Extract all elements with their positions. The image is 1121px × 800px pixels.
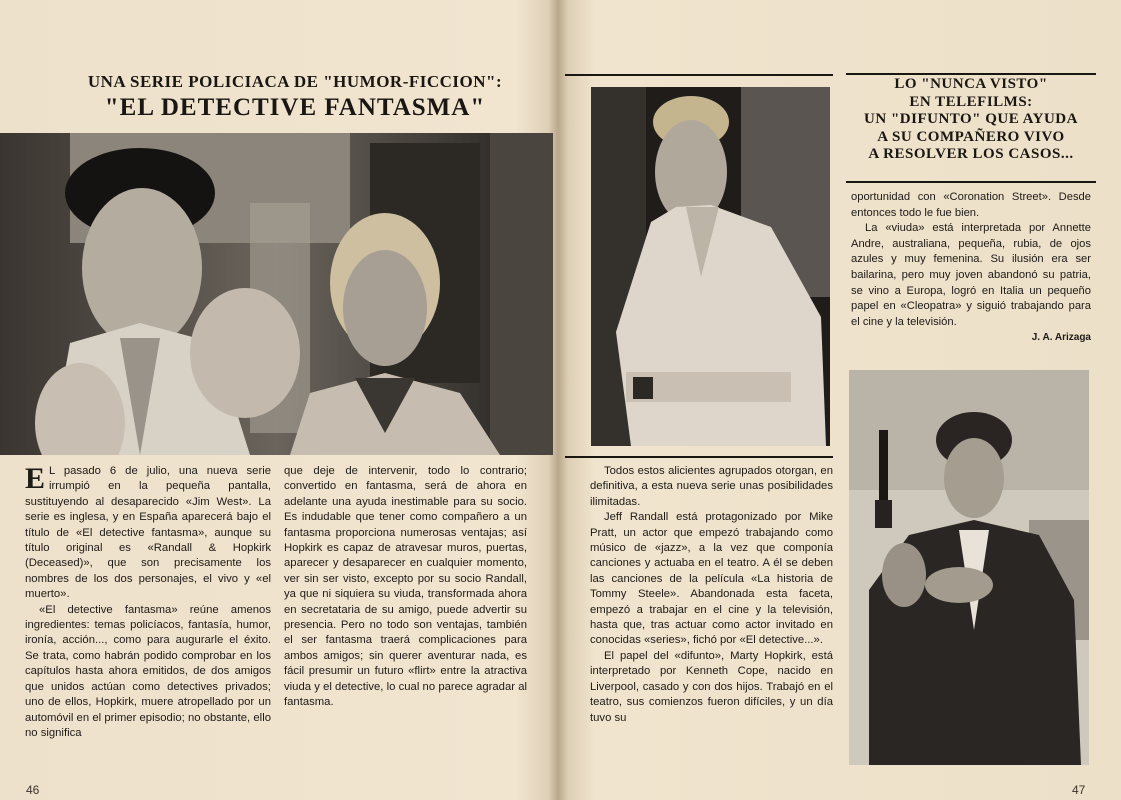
photo-main-characters: [0, 133, 553, 455]
rule-mid-right: [565, 456, 833, 458]
paragraph: Jeff Randall está protagonizado por Mike Pratt, un actor que empezó trabajando como músico de «jazz», a la vez que componía canciones y actuaba en el teatro. A él se deben las canciones de la película «La historia de Tommy Steele». Abandonada esta faceta, empezó a trabajar en el cine y la televisión, hasta que, tras actuar como actor invitado en conocidas «series», fichó por «El detective...».: [590, 511, 833, 647]
sidebar-headline-line: A RESOLVER LOS CASOS...: [868, 146, 1074, 162]
paragraph: La «viuda» está interpretada por Annette Andre, australiana, pequeña, rubia, de ojos azules y muy femenina. Su ilusión era ser bailarina, pero muy joven abandonó su patria, se vino a Europa, logró en Italia un pequeño papel en «Cleopatra» y siguió trabajando para el cine y la televisión.: [851, 222, 1091, 328]
sidebar-headline-line: LO "NUNCA VISTO": [894, 76, 1048, 92]
headline-main: "EL DETECTIVE FANTASMA": [104, 94, 486, 121]
sidebar-headline-line: A SU COMPAÑERO VIVO: [877, 128, 1065, 145]
paragraph: E L pasado 6 de julio, una nueva serie irrumpió en la pequeña pantalla, sustituyendo al desaparecido «Jim West». La serie es inglesa, y en España aparecerá bajo el título de «El detective fantasma», aunque su título original es «Randall & Hopkirk (Deceased)», que son precisamente los nombres de los dos personajes, el vivo y «el muerto».: [25, 462, 271, 601]
text-column-1: [25, 464, 271, 741]
page-number-right: 47: [1072, 783, 1086, 797]
sidebar-headline-line: EN TELEFILMS:: [909, 93, 1033, 110]
page-number-left: 46: [26, 783, 40, 797]
rule-sidebar-bottom: [846, 181, 1096, 183]
text-column-2: [284, 464, 527, 711]
byline: J. A. Arizaga: [1031, 332, 1091, 344]
sidebar-headline-line: UN "DIFUNTO" QUE AYUDA: [864, 111, 1078, 127]
sidebar-text: [851, 190, 1091, 346]
paragraph: que deje de intervenir, todo lo contrario; convertido en fantasma, será de ahora en adelante una ayuda inestimable para su socio. Es indudable que tener como compañero a un fantasma proporciona numerosas ventajas; así Hopkirk es capaz de atravesar muros, puertas, aparecer y desaparecer en cualquier momento, ver sin ser visto, excepto por su socio Randall, ya que ni siquiera su viuda, transformada ahora en secretataria de su amigo, puede advertir su presencia. Pero no todo son ventajas, también el ser fantasma traerá complicaciones para ambos amigos; sin querer aventurar nada, es fácil presumir un futuro «flirt» entre la atractiva viuda y el detective, lo cual no parece agradar al fantasma.: [284, 465, 527, 709]
rule-top-right: [565, 74, 833, 76]
paragraph: oportunidad con «Coronation Street». Desde entonces todo le fue bien.: [851, 191, 1091, 219]
photo-actress: [591, 87, 830, 446]
sidebar-headline: [846, 76, 1096, 164]
paragraph: El papel del «difunto», Marty Hopkirk, está interpretado por Kenneth Cope, nacido en Liverpool, casado y con dos hijos. Trabajó en el teatro, sus comienzos fueron difíciles, y un día tuvo su: [590, 649, 833, 724]
photo-actor-with-gun: [849, 370, 1089, 765]
text-column-3: [590, 464, 833, 726]
headline-kicker: UNA SERIE POLICIACA DE "HUMOR-FICCION":: [87, 72, 503, 91]
paragraph: Todos estos alicientes agrupados otorgan, en definitiva, a esta nueva serie unas posibilidades ilimitadas.: [590, 465, 833, 508]
rule-sidebar-top: [846, 73, 1096, 75]
paragraph: «El detective fantasma» reúne amenos ingredientes: temas policíacos, fantasía, humor, ironía, acción..., como para augurarle el éxito. Se trata, como habrán podido comprobar en los capítulos hasta ahora emitidos, de dos amigos que unidos actúan como detectives privados; uno de ellos, Hopkirk, muere atropellado por un automóvil en el primer episodio; no obstante, ello no significa: [25, 603, 271, 739]
drop-cap: E: [25, 462, 46, 495]
